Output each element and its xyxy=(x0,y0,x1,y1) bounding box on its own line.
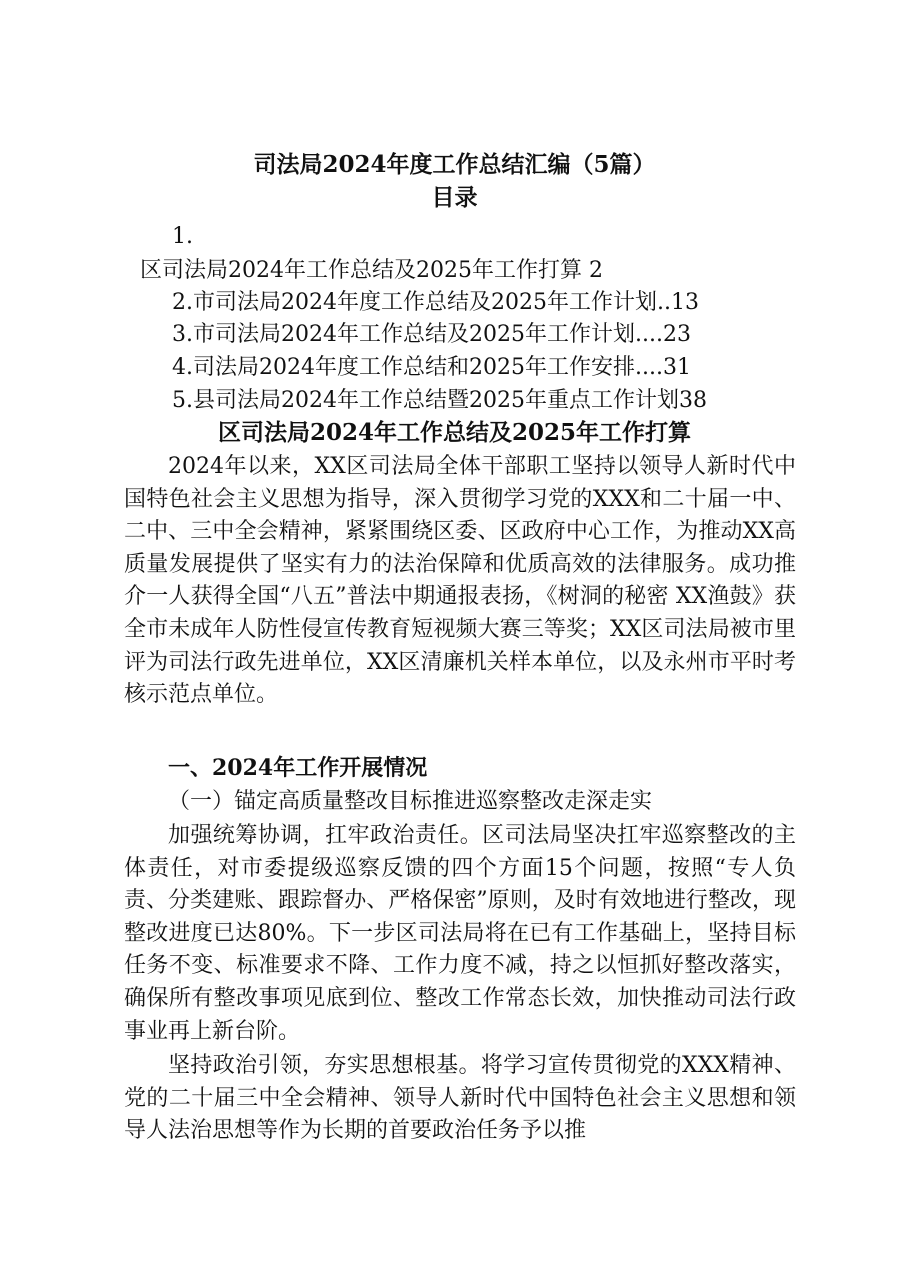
toc-item-4[interactable]: 4.司法局2024年度工作总结和2025年工作安排....31 xyxy=(172,355,691,380)
toc-heading: 目录 xyxy=(431,184,478,211)
toc-item-3[interactable]: 3.市司法局2024年工作总结及2025年工作计划....23 xyxy=(172,322,691,347)
body-paragraph: 加强统筹协调，扛牢政治责任。区司法局坚决扛牢巡察整改的主体责任，对市委提级巡察反馈的四个方面15个问题，按照“专人负责、分类建账、跟踪督办、严格保密”原则，及时有效地进行整改，现整改进度已达80%。下一步区司法局将在已有工作基础上，坚持目标任务不变、标准要求不降、工作力度不减，持之以恒抓好整改落实，确保所有整改事项见底到位、整改工作常态长效，加快推动司法行政事业再上新台阶。 xyxy=(124,823,796,1044)
body-paragraph: 坚持政治引领，夯实思想根基。将学习宣传贯彻党的XXX精神、党的二十届三中全会精神、领导人新时代中国特色社会主义思想和领导人法治思想等作为长期的首要政治任务予以推 xyxy=(124,1053,796,1144)
article-title: 区司法局2024年工作总结及2025年工作打算 xyxy=(217,419,692,446)
toc-item-2[interactable]: 2.市司法局2024年度工作总结及2025年工作计划..13 xyxy=(172,290,699,315)
toc-item-1[interactable]: 区司法局2024年工作总结及2025年工作打算 2 xyxy=(140,258,603,283)
section-heading: 一、2024年工作开展情况 xyxy=(168,755,428,781)
document-title: 司法局2024年度工作总结汇编（5篇） xyxy=(253,151,656,178)
subsection-heading: （一）锚定高质量整改目标推进巡察整改走深走实 xyxy=(168,789,653,814)
intro-paragraph: 2024年以来，XX区司法局全体干部职工坚持以领导人新时代中国特色社会主义思想为指导，深入贯彻学习党的XXX和二十届一中、二中、三中全会精神，紧紧围绕区委、区政府中心工作，为推动XX高质量发展提供了坚实有力的法治保障和优质高效的法律服务。成功推介一人获得全国“八五”普法中期通报表扬，《树洞的秘密 XX渔鼓》获全市未成年人防性侵宣传教育短视频大赛三等奖；XX区司法局被市里评为司法行政先进单位，XX区清廉机关样本单位，以及永州市平时考核示范点单位。 xyxy=(124,454,796,708)
toc-item-1-number[interactable]: 1. xyxy=(172,224,193,249)
toc-item-5[interactable]: 5.县司法局2024年工作总结暨2025年重点工作计划38 xyxy=(172,388,707,413)
